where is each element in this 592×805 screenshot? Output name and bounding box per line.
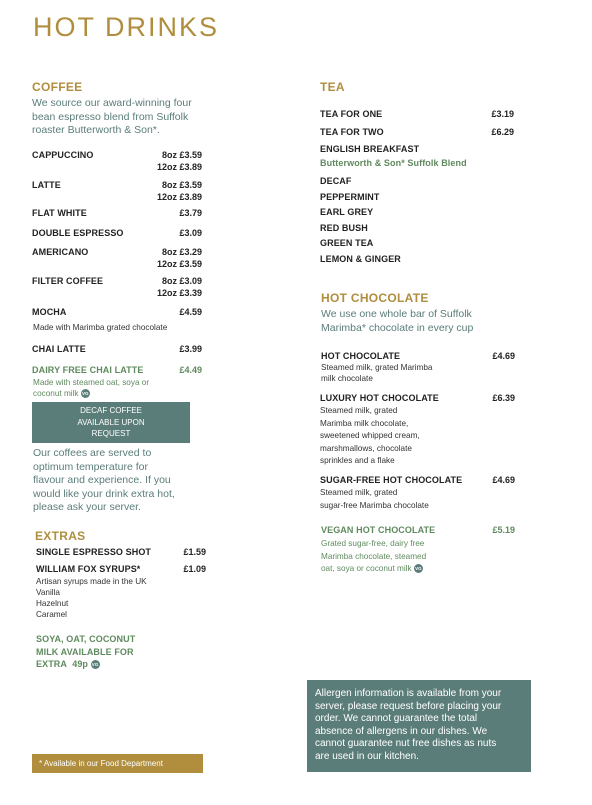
- note-line: optimum temperature for: [33, 460, 148, 473]
- menu-item-description: [320, 405, 420, 468]
- description-line: Caramel: [36, 610, 67, 619]
- menu-item-price: £5.19: [492, 525, 515, 535]
- tea-blend-note: Butterworth & Son* Suffolk Blend: [320, 158, 467, 168]
- decaf-notice: [32, 402, 190, 443]
- note-line: MILK AVAILABLE FOR: [36, 646, 134, 657]
- menu-item-name: TEA FOR TWO: [320, 127, 384, 137]
- note-line: please ask your server.: [33, 501, 141, 513]
- menu-item-price: £1.09: [183, 564, 206, 574]
- note-line: Our coffees are served to: [33, 447, 152, 459]
- menu-item-name: HOT CHOCOLATE: [321, 351, 401, 361]
- description-line: milk chocolate: [321, 374, 373, 383]
- menu-item-price: [130, 150, 202, 173]
- description-line: Marimba chocolate, steamed: [321, 551, 427, 561]
- description-line: sugar-free Marimba chocolate: [320, 500, 429, 510]
- description-line: coconut milk: [33, 389, 79, 398]
- description-line: sweetened whipped cream,: [320, 431, 420, 440]
- description-line: sprinkles and a flake: [320, 456, 395, 465]
- description-line: Steamed milk, grated: [320, 406, 398, 415]
- hot-chocolate-heading: HOT CHOCOLATE: [321, 291, 429, 305]
- description-line: Artisan syrups made in the UK: [36, 577, 147, 586]
- coffee-heading: COFFEE: [32, 80, 83, 94]
- vegan-badge-icon: VG: [82, 391, 89, 397]
- menu-item-description: [320, 487, 429, 512]
- description-line: Steamed milk, grated Marimba: [321, 363, 433, 372]
- tea-variety: RED BUSH: [320, 222, 368, 233]
- menu-item-name: VEGAN HOT CHOCOLATE: [321, 525, 436, 535]
- menu-item-name: CAPPUCCINO: [32, 150, 94, 160]
- milk-price: 49p: [72, 659, 89, 669]
- price-line: 12oz £3.59: [156, 258, 202, 269]
- menu-item-price: £4.69: [492, 475, 515, 485]
- tea-variety: LEMON & GINGER: [320, 253, 401, 264]
- extras-heading: EXTRAS: [35, 529, 86, 543]
- price-line: 12oz £3.89: [156, 161, 202, 172]
- tea-variety-list: [320, 174, 401, 267]
- description-line: Steamed milk, grated: [320, 488, 398, 497]
- menu-item-name: LATTE: [32, 180, 61, 190]
- notice-line: order. We cannot guarantee the total: [315, 713, 478, 725]
- tea-variety: DECAF: [320, 176, 352, 186]
- menu-item-name: TEA FOR ONE: [320, 109, 383, 119]
- notice-line: REQUEST: [91, 429, 131, 438]
- notice-line: AVAILABLE UPON: [77, 417, 145, 427]
- menu-item-name: SINGLE ESPRESSO SHOT: [36, 547, 152, 557]
- note-line: would like your drink extra hot,: [33, 487, 175, 500]
- description-line: oat, soya or coconut milk: [321, 564, 412, 573]
- page-title: HOT DRINKS: [33, 12, 220, 42]
- menu-item-price: £1.59: [183, 547, 206, 557]
- menu-item-description: Made with Marimba grated chocolate: [33, 323, 168, 332]
- menu-item-price: [130, 180, 202, 203]
- menu-item-price: £3.99: [179, 344, 202, 354]
- menu-item-price: £4.69: [492, 351, 515, 361]
- menu-item-description: [321, 362, 432, 384]
- note-line: EXTRA: [36, 659, 68, 669]
- description-line: marshmallows, chocolate: [320, 443, 412, 453]
- menu-item-name: DAIRY FREE CHAI LATTE: [32, 365, 144, 375]
- intro-line: We use one whole bar of Suffolk: [321, 308, 472, 320]
- menu-item-description: [33, 377, 149, 399]
- hot-chocolate-intro: [321, 308, 473, 335]
- note-line: flavour and experience. If you: [33, 474, 171, 486]
- tea-variety: PEPPERMINT: [320, 191, 380, 202]
- tea-variety: ENGLISH BREAKFAST: [320, 144, 420, 154]
- price-line: 8oz £3.59: [161, 150, 202, 160]
- menu-item-price: £4.49: [179, 365, 202, 375]
- description-line: Marimba milk chocolate,: [320, 418, 409, 428]
- notice-line: cannot guarantee nut free dishes as nuts: [315, 738, 497, 750]
- coffee-intro-line: We source our award-winning four: [32, 97, 192, 109]
- coffee-intro-line: bean espresso blend from Suffolk: [32, 110, 189, 123]
- description-line: Vanilla: [36, 588, 60, 597]
- menu-item-name: CHAI LATTE: [32, 344, 86, 354]
- menu-item-price: £3.09: [179, 228, 202, 238]
- menu-item-description: [36, 576, 147, 620]
- coffee-intro: [32, 97, 192, 138]
- price-line: 8oz £3.09: [161, 276, 202, 286]
- menu-item-price: [130, 276, 202, 299]
- price-line: 12oz £3.89: [156, 191, 202, 202]
- vegan-badge-icon: VG: [91, 662, 99, 668]
- menu-item-name: MOCHA: [32, 307, 67, 317]
- price-line: 12oz £3.39: [156, 287, 202, 298]
- menu-item-description: [321, 538, 426, 576]
- price-line: 8oz £3.59: [161, 180, 202, 190]
- milk-alternatives-note: [36, 633, 135, 671]
- coffee-intro-line: roaster Butterworth & Son*.: [32, 124, 160, 136]
- description-line: Grated sugar-free, dairy free: [321, 539, 425, 548]
- allergen-notice: [307, 680, 531, 772]
- tea-variety: EARL GREY: [320, 207, 374, 217]
- vegan-badge-icon: VG: [415, 566, 422, 572]
- tea-heading: TEA: [320, 80, 345, 94]
- menu-item-price: £3.19: [491, 109, 514, 119]
- menu-item-name: SUGAR-FREE HOT CHOCOLATE: [320, 475, 463, 485]
- menu-item-name: WILLIAM FOX SYRUPS*: [36, 564, 141, 574]
- menu-item-name: LUXURY HOT CHOCOLATE: [320, 393, 439, 403]
- notice-line: absence of allergens in our dishes. We: [315, 725, 488, 737]
- menu-item-name: DOUBLE ESPRESSO: [32, 228, 124, 238]
- description-line: Made with steamed oat, soya or: [33, 378, 150, 387]
- menu-item-name: FILTER COFFEE: [32, 276, 104, 286]
- intro-line: Marimba* chocolate in every cup: [321, 321, 474, 334]
- menu-item-price: £6.29: [491, 127, 514, 137]
- menu-item-price: £3.79: [179, 208, 202, 218]
- menu-item-price: [130, 247, 202, 270]
- menu-item-name: AMERICANO: [32, 247, 89, 257]
- food-department-note: * Available in our Food Department: [32, 754, 203, 773]
- menu-item-price: £4.59: [179, 307, 202, 317]
- notice-line: DECAF COFFEE: [80, 406, 142, 415]
- menu-item-price: £6.39: [492, 393, 515, 403]
- notice-line: are used in our kitchen.: [315, 750, 419, 762]
- menu-item-name: FLAT WHITE: [32, 208, 87, 218]
- price-line: 8oz £3.29: [161, 247, 202, 257]
- description-line: Hazelnut: [36, 599, 69, 608]
- note-line: SOYA, OAT, COCONUT: [36, 634, 136, 644]
- tea-variety: GREEN TEA: [320, 238, 374, 248]
- notice-line: Allergen information is available from your: [315, 688, 502, 699]
- notice-line: server, please request before placing your: [315, 700, 502, 712]
- coffee-serving-note: [33, 447, 175, 515]
